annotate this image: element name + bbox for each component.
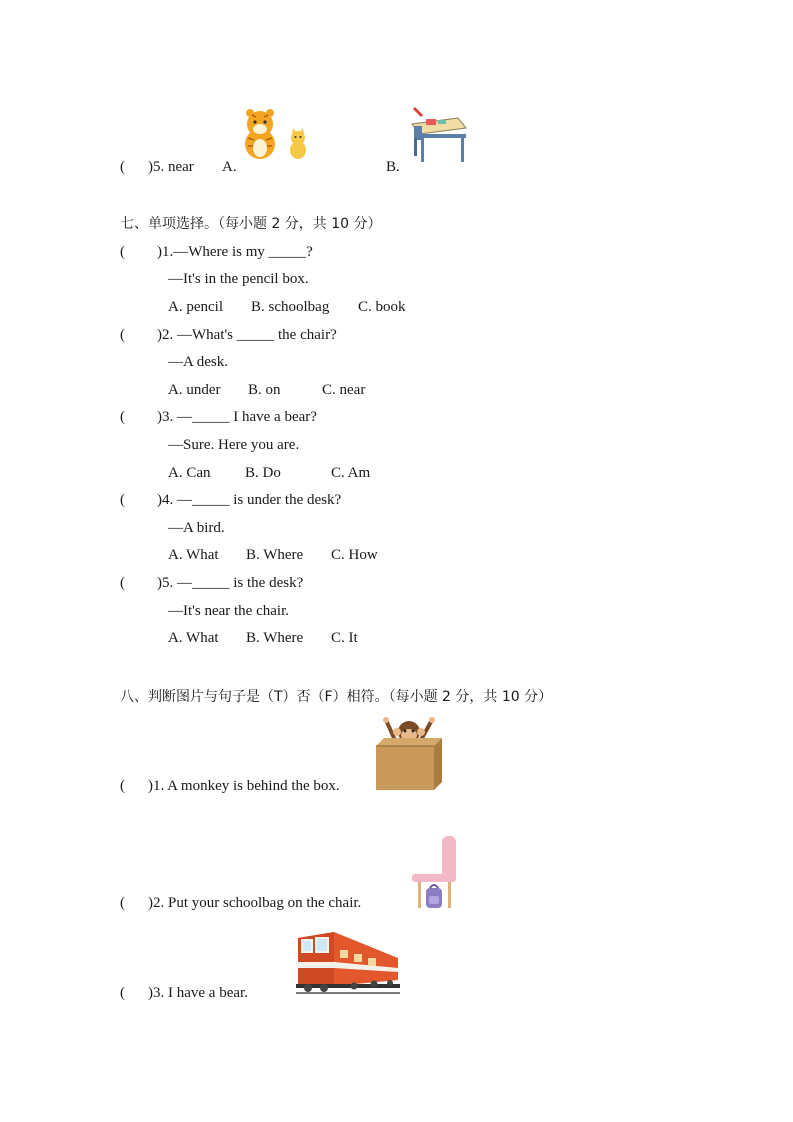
question-stem: )4. —_____ is under the desk? xyxy=(157,492,342,508)
option-b-label: B. xyxy=(386,159,400,175)
option-b: B. Where xyxy=(246,630,304,646)
option-a: A. What xyxy=(168,630,219,646)
question-stem: )3. —_____ I have a bear? xyxy=(157,409,317,425)
option-b: B. schoolbag xyxy=(251,299,330,315)
answer-paren-open: ( xyxy=(120,778,125,794)
tiger-cat-illustration xyxy=(240,108,312,160)
option-c: C. book xyxy=(358,299,406,315)
answer-paren-open: ( xyxy=(120,895,125,911)
monkey-box-illustration xyxy=(372,716,446,792)
option-a-label: A. xyxy=(222,159,237,175)
section-7-title: 七、单项选择。（每小题 2 分，共 10 分） xyxy=(120,216,382,232)
answer-paren-open: ( xyxy=(120,327,125,343)
answer-paren-open: ( xyxy=(120,492,125,508)
option-a: A. under xyxy=(168,382,221,398)
option-b: B. on xyxy=(248,382,281,398)
answer-paren-open: ( xyxy=(120,409,125,425)
question-stem: )5. near xyxy=(148,159,194,175)
option-c: C. near xyxy=(322,382,366,398)
option-c: C. How xyxy=(331,547,378,563)
desk-illustration xyxy=(408,106,468,164)
train-illustration xyxy=(294,928,402,996)
chair-schoolbag-illustration xyxy=(410,834,460,910)
question-stem: )5. —_____ is the desk? xyxy=(157,575,304,591)
statement-text: )3. I have a bear. xyxy=(148,985,248,1001)
question-stem: )2. —What's _____ the chair? xyxy=(157,327,337,343)
question-reply: —It's near the chair. xyxy=(168,603,289,619)
option-a: A. What xyxy=(168,547,219,563)
statement-text: )2. Put your schoolbag on the chair. xyxy=(148,895,362,911)
question-reply: —A desk. xyxy=(168,354,228,370)
statement-text: )1. A monkey is behind the box. xyxy=(148,778,340,794)
option-b: B. Where xyxy=(246,547,304,563)
answer-paren-open: ( xyxy=(120,985,125,1001)
question-reply: —It's in the pencil box. xyxy=(168,271,309,287)
option-a: A. pencil xyxy=(168,299,223,315)
option-a: A. Can xyxy=(168,465,211,481)
answer-paren-open: ( xyxy=(120,159,125,175)
option-c: C. It xyxy=(331,630,358,646)
question-stem: )1.—Where is my _____? xyxy=(157,244,313,260)
question-reply: —A bird. xyxy=(168,520,225,536)
option-b: B. Do xyxy=(245,465,281,481)
answer-paren-open: ( xyxy=(120,575,125,591)
question-reply: —Sure. Here you are. xyxy=(168,437,300,453)
section-8-title: 八、判断图片与句子是（T）否（F）相符。（每小题 2 分，共 10 分） xyxy=(120,689,553,705)
option-c: C. Am xyxy=(331,465,371,481)
question-row xyxy=(120,159,125,176)
answer-paren-open: ( xyxy=(120,244,125,260)
